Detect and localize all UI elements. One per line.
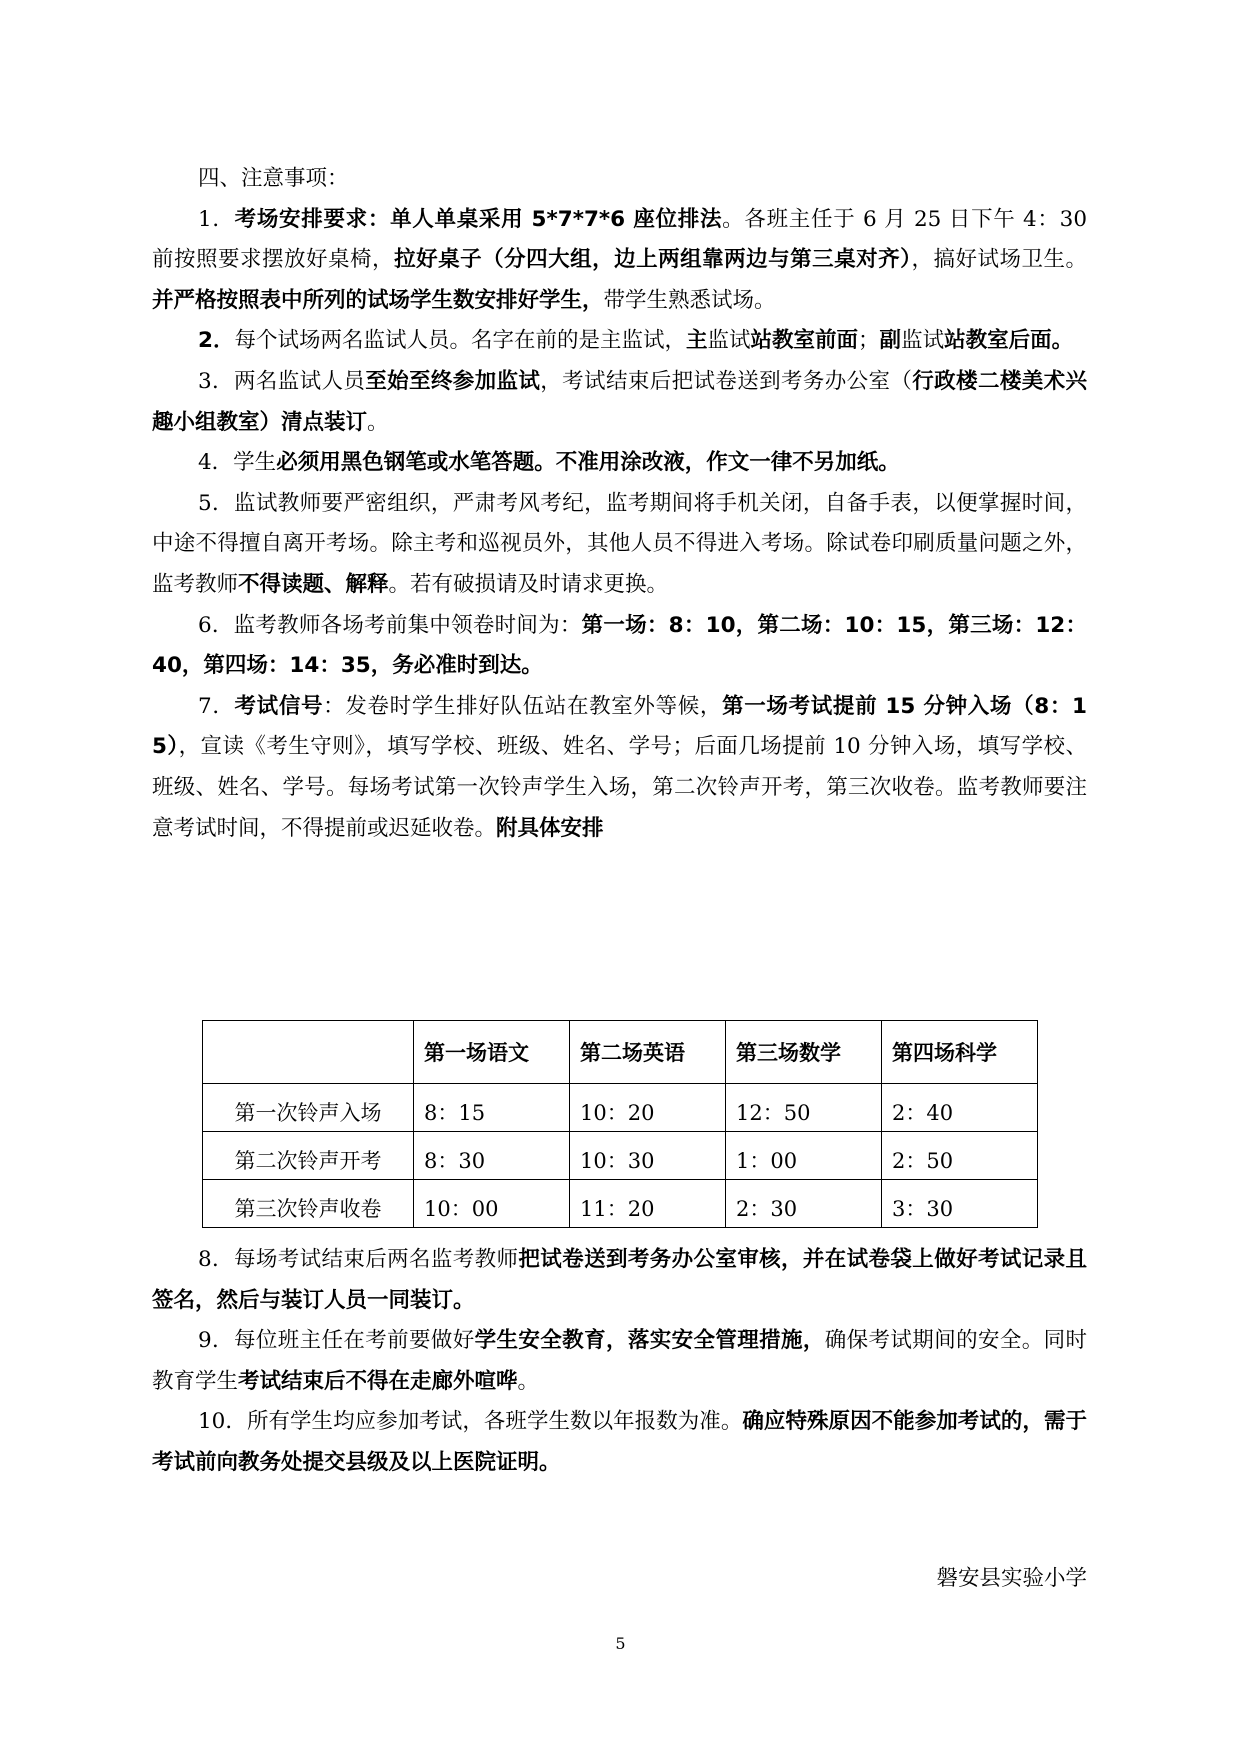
row-header: 第二次铃声开考 [203, 1132, 414, 1180]
note-item [152, 1402, 1087, 1483]
exam-schedule-table [202, 1020, 1038, 1228]
note-text: 。 [517, 1368, 540, 1394]
note-text: 4．学生 [198, 450, 277, 476]
emphasis-text: 学生安全教育，落实安全管理措施， [474, 1328, 825, 1354]
table-cell: 10：20 [570, 1084, 726, 1132]
note-item [152, 200, 1087, 322]
table-cell: 11：20 [570, 1180, 726, 1228]
note-text: ，搞好试场卫生。 [911, 247, 1087, 273]
school-signature: 磐安县实验小学 [936, 1566, 1087, 1591]
emphasis-text: 附具体安排 [496, 815, 604, 841]
table-cell: 2：40 [882, 1084, 1038, 1132]
note-text: 每个试场两名监试人员。名字在前的是主监试， [234, 328, 686, 354]
row-header: 第三次铃声收卷 [203, 1180, 414, 1228]
emphasis-text: 考试结束后不得在走廊外喧哗 [238, 1368, 518, 1394]
column-header: 第二场英语 [570, 1021, 726, 1084]
note-text: 1． [198, 206, 235, 232]
note-text: 6．监考教师各场考前集中领卷时间为： [198, 612, 582, 638]
note-item [152, 1240, 1087, 1321]
note-text: 5．监试教师要严密组织，严肃考风考纪，监考期间将手机关闭，自备手表，以便掌握时间，中途不得擅自离开考场。除主考和巡视员外，其他人员不得进入考场。除试卷印刷质量问题之外，监考教师 [152, 490, 1087, 597]
notes-section [152, 159, 1087, 849]
note-text: 监试 [707, 328, 751, 354]
note-item [152, 687, 1087, 849]
emphasis-text: 必须用黑色钢笔或水笔答题。不准用涂改液，作文一律不另加纸。 [276, 450, 900, 476]
table-cell: 1：00 [726, 1132, 882, 1180]
emphasis-text: 考场安排要求： [234, 206, 391, 232]
table-cell: 2：30 [726, 1180, 882, 1228]
table-row [203, 1180, 1038, 1228]
emphasis-text: 把试卷送到考务办公室审核，并在试卷袋上做好考试记录且签名，然后与装订人员一同装订。 [152, 1247, 1087, 1313]
emphasis-text: 站教室前面 [750, 328, 859, 354]
table-cell: 8：30 [414, 1132, 570, 1180]
note-text: 确保考试期间的安全。同时教育学生 [152, 1328, 1087, 1394]
note-item [152, 362, 1087, 443]
emphasis-text: 第一场：8：10，第二场：10：15，第三场：12：40，第四场：14：35，务必准时到达。 [152, 612, 1088, 679]
table-row [203, 1132, 1038, 1180]
emphasis-text: 单人单桌采用 5*7*7*6 座位排法 [390, 206, 723, 232]
note-text: 9．每位班主任在考前要做好 [198, 1328, 475, 1354]
note-text: 。各班主任于 6 月 25 日下午 4：30 前按照要求摆放好桌椅， [152, 206, 1087, 273]
page-number: 5 [615, 1634, 626, 1653]
emphasis-text: 并严格按照表中所列的试场学生数安排好学生， [152, 287, 604, 313]
note-text: 7． [198, 693, 235, 719]
note-text: 8．每场考试结束后两名监考教师 [198, 1247, 519, 1272]
note-text: ，宣读《考生守则》，填写学校、班级、姓名、学号；后面几场提前 10 分钟入场，填写学校、班级、姓名、学号。每场考试第一次铃声学生入场，第二次铃声开考，第三次收卷。监考教师要注意考试时间，不得提前或迟延收卷。 [152, 734, 1087, 841]
column-header: 第四场科学 [882, 1021, 1038, 1084]
note-item [152, 443, 1087, 484]
table-body [203, 1084, 1038, 1228]
emphasis-text: 站教室后面。 [944, 328, 1074, 354]
table-corner-cell [203, 1021, 414, 1084]
notes-list [152, 200, 1087, 850]
emphasis-text: 2． [198, 328, 235, 354]
emphasis-text: 第一场考试提前 15 分钟入场（8：15） [152, 693, 1087, 760]
table-cell: 10：00 [414, 1180, 570, 1228]
column-header: 第一场语文 [414, 1021, 570, 1084]
row-header: 第一次铃声入场 [203, 1084, 414, 1132]
table-header-row [203, 1021, 1038, 1084]
note-text: ：发卷时学生排好队伍站在教室外等候， [323, 693, 723, 719]
notes-list [152, 1240, 1087, 1484]
note-item [152, 321, 1087, 362]
note-text: 带学生熟悉试场。 [603, 287, 776, 313]
table-row [203, 1084, 1038, 1132]
emphasis-text: 副 [879, 328, 902, 354]
emphasis-text: 行政楼二楼美术兴趣小组教室）清点装订 [152, 368, 1087, 435]
section-heading: 四、注意事项： [198, 166, 349, 191]
emphasis-text: 考试信号 [234, 693, 324, 719]
table-cell: 2：50 [882, 1132, 1038, 1180]
note-text: ； [858, 328, 880, 354]
emphasis-text: 不得读题、解释 [238, 571, 389, 597]
table-cell: 3：30 [882, 1180, 1038, 1228]
note-text: 。若有破损请及时请求更换。 [388, 571, 669, 597]
notes-section-continued [152, 1240, 1087, 1484]
note-item [152, 1321, 1087, 1402]
table-cell: 10：30 [570, 1132, 726, 1180]
note-text: ，考试结束后把试卷送到考务办公室（ [540, 368, 913, 394]
note-item [152, 606, 1087, 687]
note-text: 10．所有学生均应参加考试，各班学生数以年报数为准。 [198, 1409, 743, 1435]
table-cell: 12：50 [726, 1084, 882, 1132]
column-header: 第三场数学 [726, 1021, 882, 1084]
note-text: 。 [367, 409, 389, 435]
emphasis-text: 确应特殊原因不能参加考试的，需于考试前向教务处提交县级及以上医院证明。 [152, 1409, 1087, 1475]
note-text: 监试 [901, 328, 945, 354]
emphasis-text: 至始至终参加监试 [365, 368, 541, 394]
note-item [152, 484, 1087, 606]
emphasis-text: 拉好桌子（分四大组，边上两组靠两边与第三桌对齐） [394, 247, 912, 273]
emphasis-text: 主 [685, 328, 708, 354]
note-text: 3．两名监试人员 [198, 368, 366, 394]
table-cell: 8：15 [414, 1084, 570, 1132]
